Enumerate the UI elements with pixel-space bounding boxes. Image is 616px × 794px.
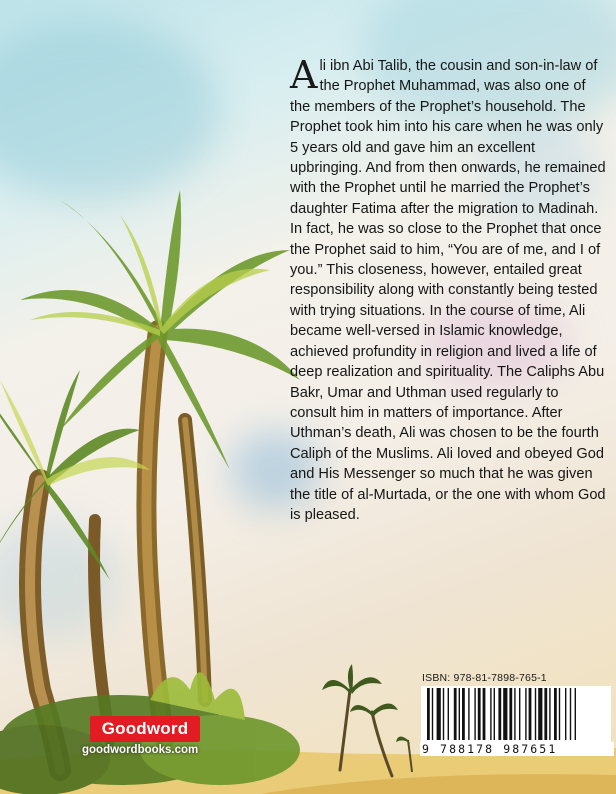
synopsis-paragraph: li ibn Abi Talib, the cousin and son-in-law of the Prophet Muhammad, was also one of the members of the Prophet’s household. The Prophet took him into his care when he was only 5 years old and gave him an excellent upbringing. And from then onwards, he remained with the Prophet until he married the Prophet’s daughter Fatima after the migration to Madinah. In fact, he was so close to the Prophet that once the Prophet said to him, “You are of me, and I of you.” This closeness, however, entailed great responsibility along with constantly being tested with trying situations. In the course of time, Ali became well-versed in Islamic knowledge, achieved profundity in religion and lived a life of deep realization and spirituality. The Caliphs Abu Bakr, Umar and Uthman used regularly to consult him in matters of importance. After Uthman’s death, Ali was chosen to be the fourth Caliph of the Muslims. Ali loved and obeyed God and His Messenger so much that he was given the title of al-Murtada, or the one with whom God is pleased. — [290, 58, 606, 523]
publisher-logo — [90, 716, 200, 742]
publisher-logo-text: Goodword — [101, 719, 189, 738]
barcode-digits: 9 788178 987651 — [420, 742, 614, 756]
synopsis-text — [290, 53, 608, 525]
publisher-url: goodwordbooks.com — [82, 744, 199, 756]
isbn-label: ISBN: 978-81-7898-765-1 — [422, 672, 547, 684]
drop-cap: A — [290, 53, 318, 97]
